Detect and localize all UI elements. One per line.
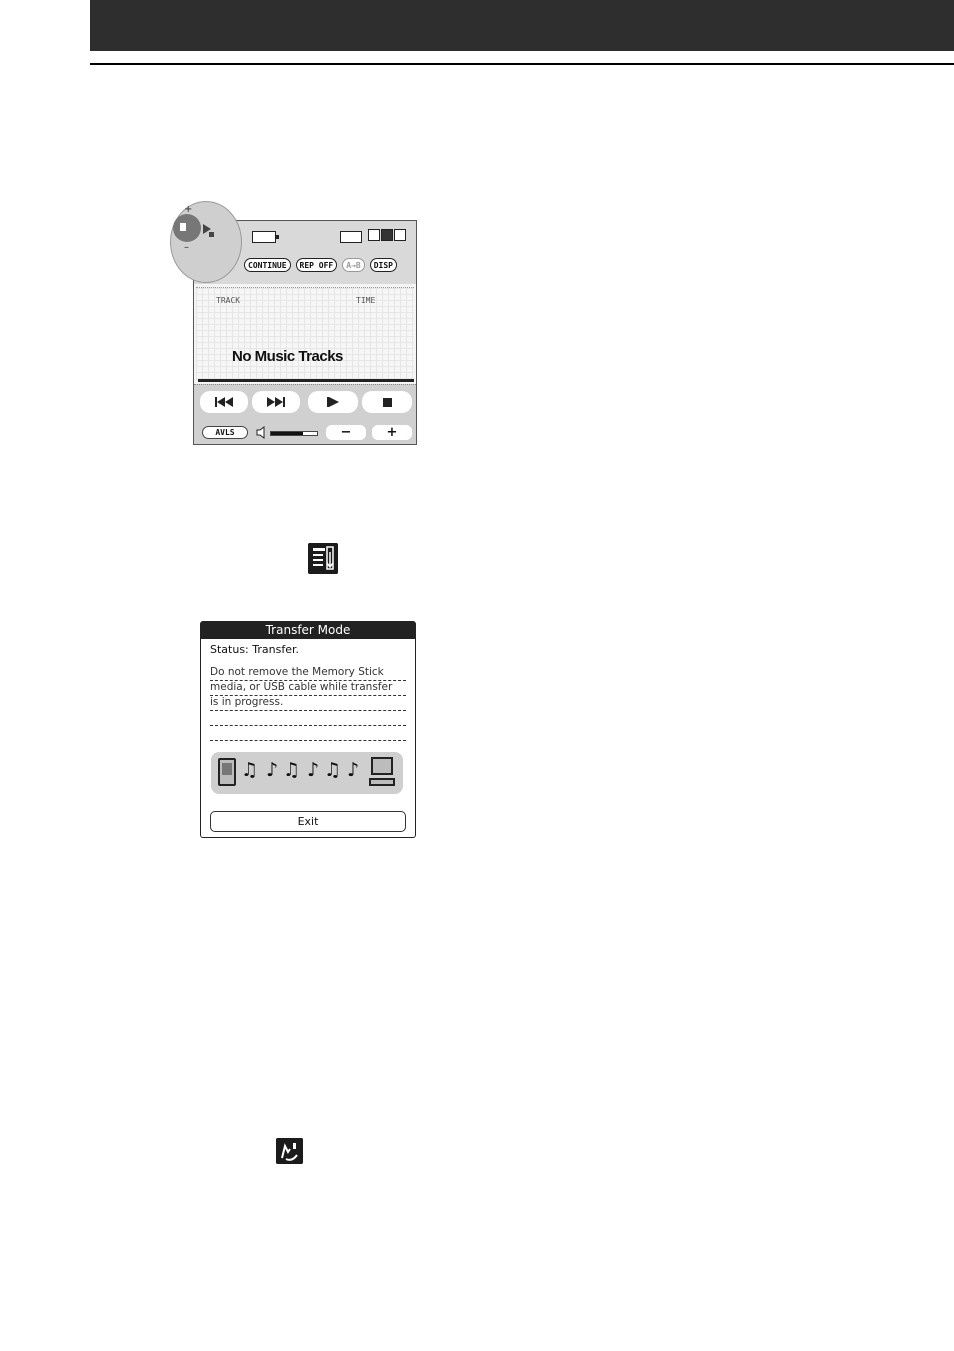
no-tracks-message: No Music Tracks <box>232 348 343 365</box>
computer-base <box>369 778 395 786</box>
speaker-icon <box>180 223 186 231</box>
repeat-button[interactable]: REP OFF <box>296 258 338 272</box>
avls-button[interactable]: AVLS <box>202 426 248 439</box>
next-track-button[interactable] <box>252 391 300 413</box>
audio-player-app-icon <box>276 1138 303 1164</box>
continue-button[interactable]: CONTINUE <box>244 258 291 272</box>
music-note-icon: ♫ <box>241 759 259 781</box>
dial-minus-label: – <box>184 242 189 253</box>
mode-buttons <box>244 258 397 272</box>
player-control-strip <box>184 204 416 284</box>
transfer-mode-dialog <box>200 621 416 838</box>
page-header-bar <box>90 0 954 51</box>
stop-icon <box>383 398 392 407</box>
music-note-icon: ♪ <box>266 759 279 781</box>
list-view-icon[interactable] <box>368 229 380 241</box>
volume-up-button[interactable]: + <box>372 425 412 440</box>
warning-line: is in progress. <box>210 695 406 711</box>
display-button[interactable]: DISP <box>370 258 397 272</box>
track-display <box>196 287 414 380</box>
previous-track-icon-arrow-2 <box>225 397 233 407</box>
music-note-icon: ♪ <box>347 759 360 781</box>
transfer-animation <box>211 752 403 794</box>
memory-stick-icon <box>340 231 362 243</box>
image-view-icon[interactable] <box>381 229 393 241</box>
track-label: TRACK <box>216 296 241 305</box>
warning-line: media, or USB cable while transfer <box>210 680 406 696</box>
dial-plus-label: + <box>184 204 193 215</box>
jog-dial[interactable] <box>170 201 242 283</box>
transfer-list-icon <box>308 543 338 574</box>
time-label: TIME <box>356 296 376 305</box>
warning-line-empty <box>210 710 406 726</box>
music-note-icon: ♪ <box>307 759 320 781</box>
computer-monitor <box>371 757 393 775</box>
volume-slider-fill <box>271 432 303 435</box>
play-icon <box>329 397 339 407</box>
warning-line: Do not remove the Memory Stick <box>210 665 406 681</box>
volume-row <box>194 421 416 444</box>
warning-line-empty <box>210 725 406 741</box>
dialog-title: Transfer Mode <box>201 622 415 639</box>
volume-dial-knob[interactable] <box>173 214 201 242</box>
next-track-icon-bar <box>283 397 285 407</box>
volume-slider[interactable] <box>270 431 318 436</box>
view-mode-icons <box>368 229 406 241</box>
previous-track-icon-arrow-1 <box>217 397 225 407</box>
battery-icon <box>252 231 276 243</box>
next-track-icon <box>267 397 275 407</box>
stop-button[interactable] <box>362 391 412 413</box>
header-divider <box>90 63 954 65</box>
previous-track-button[interactable] <box>200 391 248 413</box>
progress-bar[interactable] <box>198 379 414 382</box>
ab-repeat-button[interactable]: A→B <box>342 258 364 272</box>
exit-button[interactable]: Exit <box>210 811 406 832</box>
next-track-icon-arrow-2 <box>275 397 283 407</box>
transport-controls <box>194 384 416 422</box>
play-button[interactable] <box>308 391 358 413</box>
dial-stop-icon <box>209 232 214 237</box>
transfer-status: Status: Transfer. <box>210 643 299 656</box>
music-note-icon: ♫ <box>283 759 301 781</box>
computer-icon <box>369 757 395 787</box>
handheld-device-icon <box>218 758 236 786</box>
audio-player-screen <box>184 204 417 445</box>
detail-view-icon[interactable] <box>394 229 406 241</box>
music-note-icon: ♫ <box>324 759 342 781</box>
volume-down-button[interactable]: − <box>326 425 366 440</box>
volume-speaker-icon <box>257 427 265 438</box>
